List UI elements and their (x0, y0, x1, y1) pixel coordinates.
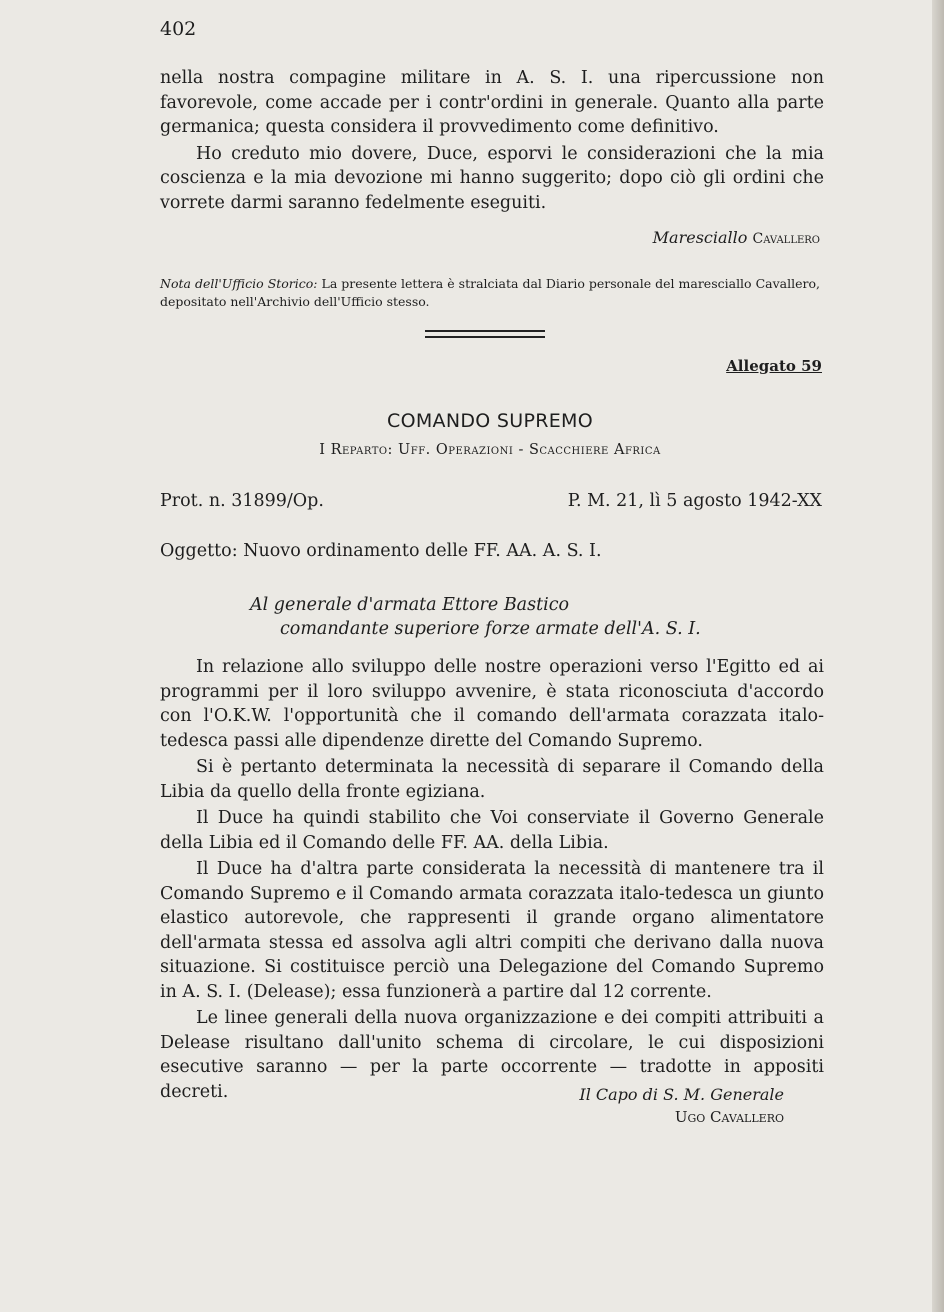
addressee (250, 593, 750, 641)
closing-name: Ugo Cavallero (674, 1108, 784, 1126)
addressee-line-2: comandante superiore forze armate dell'A. S. I. (280, 619, 701, 639)
paragraph: Il Duce ha quindi stabilito che Voi conserviate il Governo Generale della Libia ed il Comando delle FF. AA. della Libia. (160, 808, 824, 853)
letter-text-top (160, 66, 824, 215)
divider-lower (425, 336, 545, 338)
allegato-label: Allegato 59 (726, 357, 822, 375)
closing-title: Il Capo di S. M. Generale (579, 1085, 784, 1104)
signature-rank: Maresciallo (652, 228, 748, 247)
signature-top (653, 228, 820, 247)
paragraph: Le linee generali della nuova organizzazione e dei compiti attribuiti a Delease risultano dall'unito schema di circolare, le cui disposizioni esecutive saranno — per la parte occorrente — tradotte in appositi decreti. (160, 1008, 824, 1102)
page-number: 402 (160, 18, 197, 40)
subject-line (160, 541, 602, 561)
note-text: La presente lettera è stralciata dal Diario personale del maresciallo Cavallero, depositato nell'Archivio dell'Ufficio stesso. (160, 276, 820, 309)
note-label: Nota dell'Ufficio Storico: (160, 276, 318, 291)
letter-body (160, 655, 824, 1104)
subject-label: Oggetto: (160, 541, 238, 561)
paragraph: Il Duce ha d'altra parte considerata la necessità di mantenere tra il Comando Supremo e il Comando armata corazzata italo-tedesca un giunto elastico autorevole, che rappresenti il grande organo alimentatore dell'armata stessa ed assolva agli altri compiti che derivano dalla nuova situazione. Si costituisce perciò una Delegazione del Comando Supremo in A. S. I. (Delease); essa funzionerà a partire dal 12 corrente. (160, 859, 824, 1002)
page-edge (932, 0, 944, 1312)
paragraph: nella nostra compagine militare in A. S. I. una ripercussione non favorevole, come accade per i contr'ordini in generale. Quanto alla parte germanica; questa considera il provvedimento come definitivo. (160, 68, 824, 137)
paragraph: Ho creduto mio dovere, Duce, esporvi le considerazioni che la mia coscienza e la mia devozione mi hanno suggerito; dopo ciò gli ordini che vorrete darmi saranno fedelmente eseguiti. (160, 143, 824, 213)
document-title: COMANDO SUPREMO (387, 410, 593, 432)
signature-name: Cavallero (752, 231, 820, 247)
closing-block (579, 1085, 784, 1126)
paragraph: In relazione allo sviluppo delle nostre operazioni verso l'Egitto ed ai programmi per il loro sviluppo avvenire, è stata riconosciuta d'accordo con l'O.K.W. l'opportunità che il comando dell'armata corazzata italo-tedesca passi alle dipendenze dirette del Comando Supremo. (160, 657, 824, 751)
paragraph: Si è pertanto determinata la necessità di separare il Comando della Libia da quello della fronte egiziana. (160, 757, 824, 802)
editorial-note (160, 275, 820, 311)
place-date: P. M. 21, lì 5 agosto 1942-XX (567, 491, 822, 511)
document-subtitle: I Reparto: Uff. Operazioni - Scacchiere Africa (319, 442, 661, 458)
protocol-number: Prot. n. 31899/Op. (160, 491, 324, 511)
subject-text: Nuovo ordinamento delle FF. AA. A. S. I. (243, 541, 602, 561)
addressee-line-1: Al generale d'armata Ettore Bastico (250, 595, 570, 615)
divider-upper (425, 330, 545, 332)
